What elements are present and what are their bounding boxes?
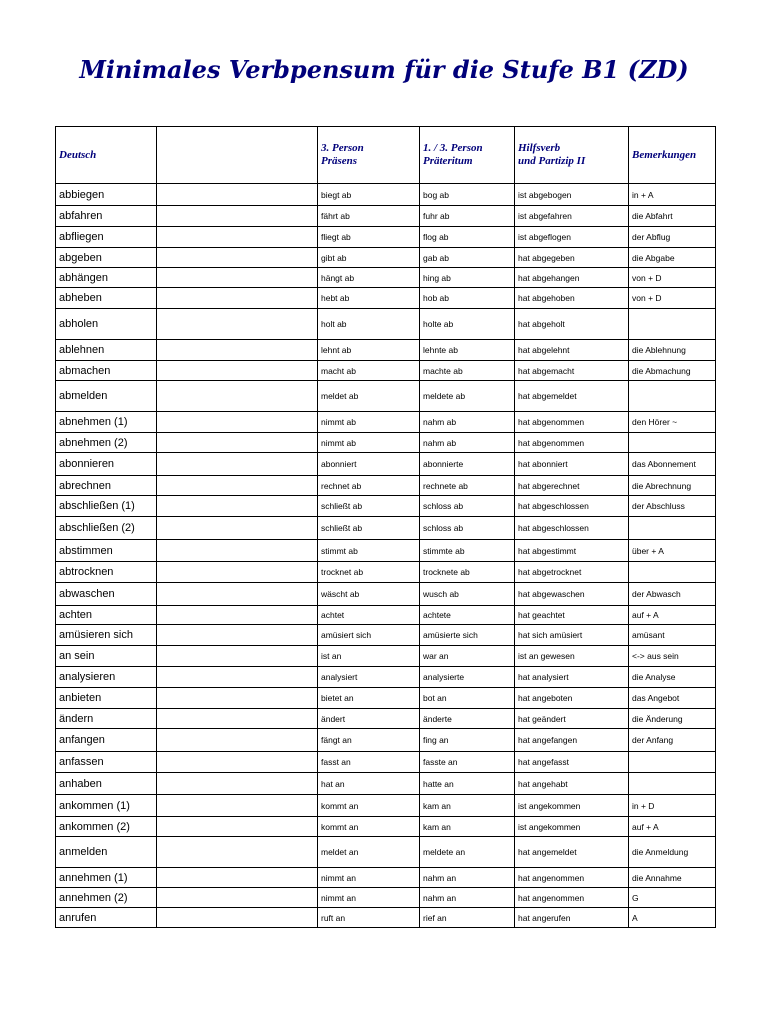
table-row xyxy=(56,361,716,381)
cell-praesens: hängt ab xyxy=(318,268,420,288)
cell-verb: abtrocknen xyxy=(56,562,157,583)
cell-verb: abfliegen xyxy=(56,227,157,248)
cell-partizip: ist abgebogen xyxy=(515,184,629,206)
cell-notes: in + D xyxy=(629,795,716,817)
cell-partizip: hat abgegeben xyxy=(515,248,629,268)
cell-blank xyxy=(157,476,318,496)
cell-praesens: nimmt ab xyxy=(318,433,420,453)
cell-notes: das Angebot xyxy=(629,688,716,709)
cell-verb: abbiegen xyxy=(56,184,157,206)
cell-partizip: hat abgemacht xyxy=(515,361,629,381)
cell-notes: die Anmeldung xyxy=(629,837,716,868)
cell-praeteritum: fing an xyxy=(420,729,515,752)
header-partizip: Hilfsverb und Partizip II xyxy=(515,127,629,184)
table-row xyxy=(56,817,716,837)
cell-praeteritum: war an xyxy=(420,646,515,667)
cell-praesens: ruft an xyxy=(318,908,420,928)
cell-praeteritum: amüsierte sich xyxy=(420,625,515,646)
cell-notes: der Abschluss xyxy=(629,496,716,517)
header-blank xyxy=(157,127,318,184)
cell-praeteritum: gab ab xyxy=(420,248,515,268)
cell-blank xyxy=(157,184,318,206)
cell-praesens: fliegt ab xyxy=(318,227,420,248)
table-row xyxy=(56,433,716,453)
cell-notes xyxy=(629,752,716,773)
cell-blank xyxy=(157,688,318,709)
cell-blank xyxy=(157,412,318,433)
table-row xyxy=(56,773,716,795)
cell-praesens: hat an xyxy=(318,773,420,795)
cell-praeteritum: machte ab xyxy=(420,361,515,381)
cell-praesens: trocknet ab xyxy=(318,562,420,583)
cell-verb: anbieten xyxy=(56,688,157,709)
cell-praesens: schließt ab xyxy=(318,517,420,540)
cell-praeteritum: nahm ab xyxy=(420,433,515,453)
cell-blank xyxy=(157,752,318,773)
cell-verb: anhaben xyxy=(56,773,157,795)
cell-praesens: ist an xyxy=(318,646,420,667)
cell-praesens: nimmt an xyxy=(318,868,420,888)
cell-praesens: meldet ab xyxy=(318,381,420,412)
cell-praeteritum: meldete ab xyxy=(420,381,515,412)
cell-verb: abnehmen (2) xyxy=(56,433,157,453)
cell-praesens: macht ab xyxy=(318,361,420,381)
cell-blank xyxy=(157,361,318,381)
cell-partizip: hat abgeschlossen xyxy=(515,496,629,517)
table-row xyxy=(56,248,716,268)
cell-verb: abonnieren xyxy=(56,453,157,476)
cell-notes: in + A xyxy=(629,184,716,206)
cell-verb: ankommen (2) xyxy=(56,817,157,837)
cell-praeteritum: meldete an xyxy=(420,837,515,868)
cell-notes: auf + A xyxy=(629,606,716,625)
cell-verb: an sein xyxy=(56,646,157,667)
cell-praesens: holt ab xyxy=(318,309,420,340)
cell-blank xyxy=(157,517,318,540)
table-row xyxy=(56,888,716,908)
cell-verb: anmelden xyxy=(56,837,157,868)
cell-praeteritum: schloss ab xyxy=(420,517,515,540)
cell-notes: die Ablehnung xyxy=(629,340,716,361)
cell-partizip: hat angeboten xyxy=(515,688,629,709)
cell-notes: der Abflug xyxy=(629,227,716,248)
cell-partizip: hat angefasst xyxy=(515,752,629,773)
cell-blank xyxy=(157,583,318,606)
cell-notes: die Analyse xyxy=(629,667,716,688)
verb-table xyxy=(55,126,716,928)
cell-notes: A xyxy=(629,908,716,928)
table-row xyxy=(56,688,716,709)
cell-partizip: hat angerufen xyxy=(515,908,629,928)
cell-partizip: hat abgenommen xyxy=(515,412,629,433)
cell-notes: von + D xyxy=(629,268,716,288)
cell-blank xyxy=(157,773,318,795)
cell-blank xyxy=(157,667,318,688)
cell-praeteritum: rief an xyxy=(420,908,515,928)
cell-blank xyxy=(157,496,318,517)
cell-praeteritum: bog ab xyxy=(420,184,515,206)
cell-verb: abfahren xyxy=(56,206,157,227)
cell-blank xyxy=(157,206,318,227)
cell-blank xyxy=(157,248,318,268)
table-row xyxy=(56,517,716,540)
cell-verb: abwaschen xyxy=(56,583,157,606)
table-row xyxy=(56,729,716,752)
cell-notes xyxy=(629,381,716,412)
cell-notes xyxy=(629,773,716,795)
cell-partizip: hat abgewaschen xyxy=(515,583,629,606)
cell-praeteritum: fuhr ab xyxy=(420,206,515,227)
cell-notes: den Hörer ~ xyxy=(629,412,716,433)
cell-praeteritum: hing ab xyxy=(420,268,515,288)
table-row xyxy=(56,868,716,888)
cell-blank xyxy=(157,540,318,562)
page-title: Minimales Verbpensum für die Stufe B1 (ZD) xyxy=(79,55,689,84)
cell-partizip: hat geachtet xyxy=(515,606,629,625)
cell-verb: abgeben xyxy=(56,248,157,268)
cell-praesens: wäscht ab xyxy=(318,583,420,606)
header-notes: Bemerkungen xyxy=(629,127,716,184)
table-row xyxy=(56,412,716,433)
cell-notes: der Abwasch xyxy=(629,583,716,606)
cell-blank xyxy=(157,606,318,625)
table-row xyxy=(56,709,716,729)
cell-verb: abmelden xyxy=(56,381,157,412)
cell-partizip: hat angefangen xyxy=(515,729,629,752)
cell-blank xyxy=(157,562,318,583)
header-verb: Deutsch xyxy=(56,127,157,184)
cell-notes: über + A xyxy=(629,540,716,562)
cell-blank xyxy=(157,646,318,667)
cell-notes xyxy=(629,517,716,540)
cell-praeteritum: flog ab xyxy=(420,227,515,248)
table-row xyxy=(56,381,716,412)
cell-partizip: hat abgemeldet xyxy=(515,381,629,412)
cell-praesens: ändert xyxy=(318,709,420,729)
cell-blank xyxy=(157,729,318,752)
cell-praesens: biegt ab xyxy=(318,184,420,206)
cell-notes: G xyxy=(629,888,716,908)
cell-verb: abschließen (2) xyxy=(56,517,157,540)
cell-partizip: hat abgenommen xyxy=(515,433,629,453)
cell-notes: die Abmachung xyxy=(629,361,716,381)
table-row xyxy=(56,795,716,817)
cell-praeteritum: kam an xyxy=(420,817,515,837)
cell-partizip: hat abgelehnt xyxy=(515,340,629,361)
cell-blank xyxy=(157,868,318,888)
cell-praeteritum: lehnte ab xyxy=(420,340,515,361)
table-row xyxy=(56,667,716,688)
table-row xyxy=(56,606,716,625)
cell-praeteritum: kam an xyxy=(420,795,515,817)
table-row xyxy=(56,646,716,667)
cell-partizip: hat geändert xyxy=(515,709,629,729)
cell-praeteritum: nahm an xyxy=(420,888,515,908)
table-row xyxy=(56,184,716,206)
cell-praeteritum: achtete xyxy=(420,606,515,625)
cell-partizip: hat sich amüsiert xyxy=(515,625,629,646)
cell-blank xyxy=(157,709,318,729)
cell-verb: anfangen xyxy=(56,729,157,752)
cell-praeteritum: änderte xyxy=(420,709,515,729)
cell-notes: amüsant xyxy=(629,625,716,646)
cell-praeteritum: fasste an xyxy=(420,752,515,773)
cell-verb: abnehmen (1) xyxy=(56,412,157,433)
cell-notes: die Abgabe xyxy=(629,248,716,268)
cell-verb: anrufen xyxy=(56,908,157,928)
cell-blank xyxy=(157,837,318,868)
verb-table-body xyxy=(56,127,716,928)
table-row xyxy=(56,288,716,309)
cell-blank xyxy=(157,309,318,340)
cell-praesens: stimmt ab xyxy=(318,540,420,562)
cell-praeteritum: nahm an xyxy=(420,868,515,888)
cell-praesens: achtet xyxy=(318,606,420,625)
cell-partizip: hat abgerechnet xyxy=(515,476,629,496)
cell-verb: analysieren xyxy=(56,667,157,688)
cell-partizip: ist abgefahren xyxy=(515,206,629,227)
cell-praesens: fährt ab xyxy=(318,206,420,227)
cell-blank xyxy=(157,888,318,908)
cell-praeteritum: abonnierte xyxy=(420,453,515,476)
cell-verb: abheben xyxy=(56,288,157,309)
cell-blank xyxy=(157,340,318,361)
cell-notes: das Abonnement xyxy=(629,453,716,476)
cell-praesens: kommt an xyxy=(318,795,420,817)
cell-verb: abhängen xyxy=(56,268,157,288)
header-praesens: 3. Person Präsens xyxy=(318,127,420,184)
cell-praesens: analysiert xyxy=(318,667,420,688)
cell-praeteritum: wusch ab xyxy=(420,583,515,606)
cell-partizip: hat angehabt xyxy=(515,773,629,795)
cell-notes: die Abfahrt xyxy=(629,206,716,227)
cell-blank xyxy=(157,625,318,646)
cell-partizip: ist angekommen xyxy=(515,795,629,817)
cell-blank xyxy=(157,908,318,928)
table-row xyxy=(56,268,716,288)
cell-praesens: amüsiert sich xyxy=(318,625,420,646)
cell-blank xyxy=(157,268,318,288)
table-row xyxy=(56,496,716,517)
table-row xyxy=(56,625,716,646)
cell-verb: abrechnen xyxy=(56,476,157,496)
cell-praeteritum: trocknete ab xyxy=(420,562,515,583)
cell-notes: <-> aus sein xyxy=(629,646,716,667)
cell-praeteritum: analysierte xyxy=(420,667,515,688)
cell-praesens: fängt an xyxy=(318,729,420,752)
cell-notes xyxy=(629,562,716,583)
table-row xyxy=(56,583,716,606)
cell-partizip: hat angenommen xyxy=(515,888,629,908)
table-row xyxy=(56,453,716,476)
cell-praeteritum: nahm ab xyxy=(420,412,515,433)
cell-notes xyxy=(629,309,716,340)
cell-blank xyxy=(157,288,318,309)
table-row xyxy=(56,206,716,227)
cell-praesens: schließt ab xyxy=(318,496,420,517)
cell-notes: die Änderung xyxy=(629,709,716,729)
cell-blank xyxy=(157,381,318,412)
cell-praesens: hebt ab xyxy=(318,288,420,309)
table-row xyxy=(56,540,716,562)
cell-praesens: nimmt ab xyxy=(318,412,420,433)
cell-verb: annehmen (2) xyxy=(56,888,157,908)
cell-partizip: hat abgehangen xyxy=(515,268,629,288)
cell-notes: der Anfang xyxy=(629,729,716,752)
cell-praesens: gibt ab xyxy=(318,248,420,268)
table-header-row xyxy=(56,127,716,184)
cell-verb: achten xyxy=(56,606,157,625)
cell-praesens: abonniert xyxy=(318,453,420,476)
cell-partizip: hat abgestimmt xyxy=(515,540,629,562)
cell-praeteritum: rechnete ab xyxy=(420,476,515,496)
cell-praesens: fasst an xyxy=(318,752,420,773)
cell-partizip: hat abgetrocknet xyxy=(515,562,629,583)
cell-partizip: hat angemeldet xyxy=(515,837,629,868)
cell-notes: auf + A xyxy=(629,817,716,837)
cell-praeteritum: stimmte ab xyxy=(420,540,515,562)
cell-blank xyxy=(157,433,318,453)
cell-partizip: ist abgeflogen xyxy=(515,227,629,248)
cell-partizip: hat abgehoben xyxy=(515,288,629,309)
cell-partizip: hat analysiert xyxy=(515,667,629,688)
cell-verb: abschließen (1) xyxy=(56,496,157,517)
cell-verb: anfassen xyxy=(56,752,157,773)
table-row xyxy=(56,340,716,361)
cell-praesens: kommt an xyxy=(318,817,420,837)
table-row xyxy=(56,837,716,868)
table-row xyxy=(56,309,716,340)
cell-praeteritum: holte ab xyxy=(420,309,515,340)
cell-praesens: bietet an xyxy=(318,688,420,709)
cell-partizip: hat abgeholt xyxy=(515,309,629,340)
cell-praesens: rechnet ab xyxy=(318,476,420,496)
cell-praesens: meldet an xyxy=(318,837,420,868)
table-row xyxy=(56,908,716,928)
table-row xyxy=(56,227,716,248)
table-row xyxy=(56,476,716,496)
cell-verb: abmachen xyxy=(56,361,157,381)
table-row xyxy=(56,562,716,583)
cell-verb: amüsieren sich xyxy=(56,625,157,646)
cell-blank xyxy=(157,795,318,817)
cell-praeteritum: schloss ab xyxy=(420,496,515,517)
cell-partizip: hat abonniert xyxy=(515,453,629,476)
cell-partizip: ist angekommen xyxy=(515,817,629,837)
cell-notes xyxy=(629,433,716,453)
cell-partizip: ist an gewesen xyxy=(515,646,629,667)
cell-blank xyxy=(157,453,318,476)
cell-praeteritum: hob ab xyxy=(420,288,515,309)
cell-praeteritum: hatte an xyxy=(420,773,515,795)
header-praeteritum: 1. / 3. Person Präteritum xyxy=(420,127,515,184)
cell-verb: ankommen (1) xyxy=(56,795,157,817)
cell-verb: ablehnen xyxy=(56,340,157,361)
cell-praesens: nimmt an xyxy=(318,888,420,908)
cell-notes: von + D xyxy=(629,288,716,309)
cell-partizip: hat abgeschlossen xyxy=(515,517,629,540)
cell-verb: abstimmen xyxy=(56,540,157,562)
cell-praeteritum: bot an xyxy=(420,688,515,709)
cell-notes: die Abrechnung xyxy=(629,476,716,496)
cell-blank xyxy=(157,227,318,248)
cell-blank xyxy=(157,817,318,837)
cell-verb: abholen xyxy=(56,309,157,340)
table-row xyxy=(56,752,716,773)
cell-verb: ändern xyxy=(56,709,157,729)
cell-praesens: lehnt ab xyxy=(318,340,420,361)
cell-verb: annehmen (1) xyxy=(56,868,157,888)
cell-partizip: hat angenommen xyxy=(515,868,629,888)
cell-notes: die Annahme xyxy=(629,868,716,888)
